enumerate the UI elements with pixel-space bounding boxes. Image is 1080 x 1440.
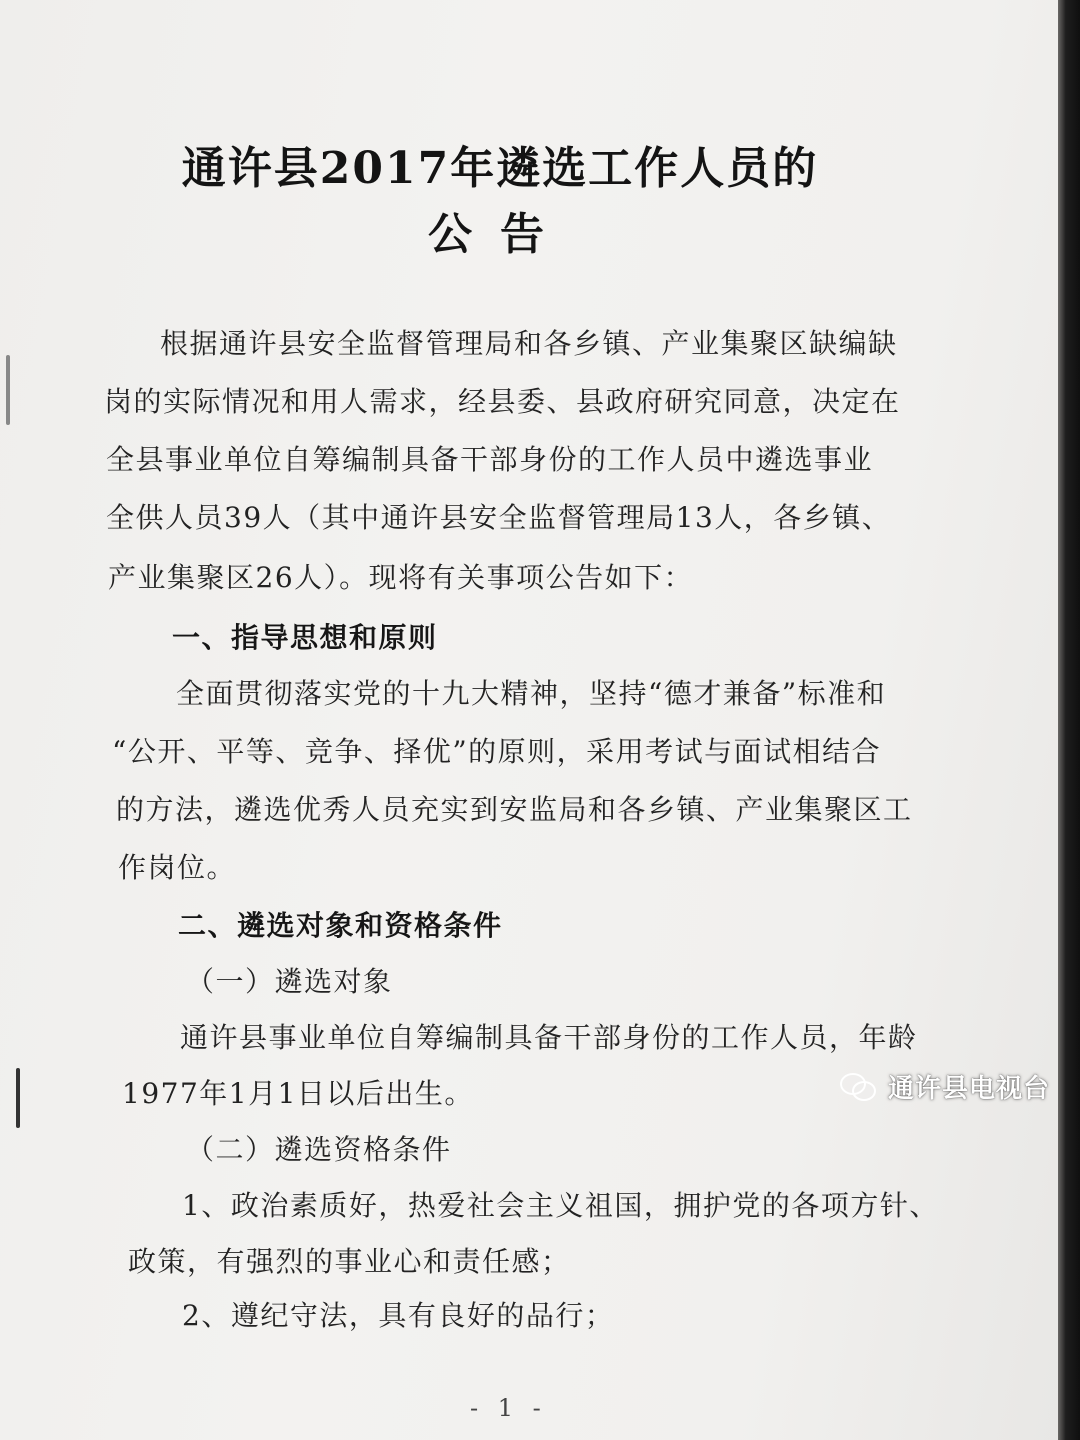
watermark-text: 通许县电视台: [888, 1074, 1051, 1104]
document-title: 通许县2017年遴选工作人员的: [181, 143, 819, 194]
section-heading: 二、遴选对象和资格条件: [178, 909, 503, 942]
paragraph-line: 1977年1月1日以后出生。: [122, 1077, 474, 1110]
section-heading: 一、指导思想和原则: [172, 621, 438, 654]
subsection-heading: （一）遴选对象: [186, 965, 393, 998]
paragraph-line: 全县事业单位自筹编制具备干部身份的工作人员中遴选事业: [106, 443, 874, 476]
paragraph-line: 产业集聚区26人）。现将有关事项公告如下：: [108, 561, 694, 594]
paragraph-line: “公开、平等、竞争、择优”的原则，采用考试与面试相结合: [112, 735, 882, 768]
punch-mark: [16, 1068, 20, 1128]
subsection-heading: （二）遴选资格条件: [186, 1133, 452, 1166]
desk-edge-shadow: [1058, 0, 1080, 1440]
punch-mark: [6, 355, 10, 425]
paragraph-line: 根据通许县安全监督管理局和各乡镇、产业集聚区缺编缺: [160, 327, 898, 360]
paragraph-line: 通许县事业单位自筹编制具备干部身份的工作人员，年龄: [180, 1021, 918, 1054]
paragraph-line: 2、遵纪守法，具有良好的品行；: [182, 1299, 615, 1332]
watermark: [840, 1068, 1050, 1105]
paragraph-line: 的方法，遴选优秀人员充实到安监局和各乡镇、产业集聚区工: [116, 793, 913, 826]
document-title-subtitle: 公告: [428, 209, 572, 260]
paragraph-line: 作岗位。: [118, 851, 237, 884]
paragraph-line: 1、政治素质好，热爱社会主义祖国，拥护党的各项方针、: [182, 1189, 939, 1222]
paragraph-line: 岗的实际情况和用人需求，经县委、县政府研究同意，决定在: [104, 385, 901, 418]
paragraph-line: 全供人员39人（其中通许县安全监督管理局13人，各乡镇、: [106, 501, 892, 534]
wechat-icon: [840, 1071, 878, 1103]
paragraph-line: 政策，有强烈的事业心和责任感；: [128, 1245, 571, 1278]
page-number: - 1 -: [470, 1394, 547, 1422]
paragraph-line: 全面贯彻落实党的十九大精神，坚持“德才兼备”标准和: [176, 677, 887, 710]
